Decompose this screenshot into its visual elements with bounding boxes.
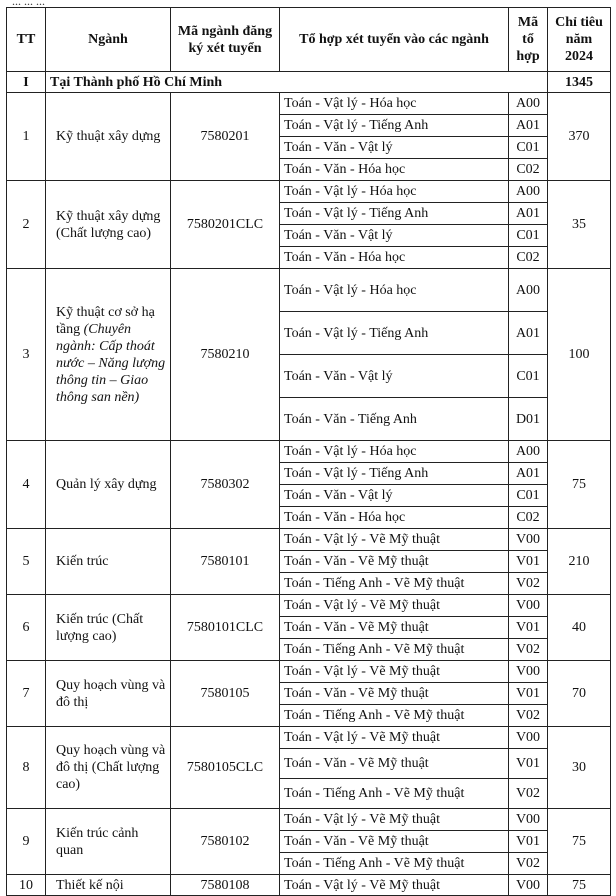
header-tt: TT: [7, 8, 46, 72]
major-name-cell: [46, 727, 171, 809]
combo-code: C01: [509, 225, 548, 247]
combo-subjects: Toán - Văn - Hóa học: [280, 159, 509, 181]
combo-code: V00: [509, 727, 548, 749]
table-row: [7, 809, 611, 831]
section-title: Tại Thành phố Hồ Chí Minh: [46, 72, 548, 93]
combo-code: V02: [509, 705, 548, 727]
major-code: 7580210: [171, 269, 280, 441]
combo-code: V01: [509, 683, 548, 705]
major-name-cell: [46, 661, 171, 727]
combo-subjects: Toán - Văn - Vật lý: [280, 355, 509, 398]
row-number: 7: [7, 661, 46, 727]
quota-value: 75: [548, 441, 611, 529]
quota-value: 210: [548, 529, 611, 595]
table-row: [7, 93, 611, 115]
quota-value: 370: [548, 93, 611, 181]
combo-subjects: Toán - Văn - Vẽ Mỹ thuật: [280, 749, 509, 779]
combo-subjects: Toán - Vật lý - Hóa học: [280, 441, 509, 463]
major-code: 7580105CLC: [171, 727, 280, 809]
combo-subjects: Toán - Vật lý - Vẽ Mỹ thuật: [280, 727, 509, 749]
table-row: [7, 661, 611, 683]
header-to-hop: Tổ hợp xét tuyển vào các ngành: [280, 8, 509, 72]
table-row: [7, 595, 611, 617]
row-number: 5: [7, 529, 46, 595]
major-name: Quy hoạch vùng và đô thị: [56, 677, 166, 710]
combo-code: C01: [509, 485, 548, 507]
row-number: 3: [7, 269, 46, 441]
combo-subjects: Toán - Văn - Tiếng Anh: [280, 398, 509, 441]
admission-table: [6, 7, 611, 896]
combo-subjects: Toán - Văn - Vật lý: [280, 485, 509, 507]
major-name-cell: [46, 181, 171, 269]
combo-subjects: Toán - Văn - Vẽ Mỹ thuật: [280, 551, 509, 573]
row-number: 8: [7, 727, 46, 809]
combo-subjects: Toán - Văn - Vẽ Mỹ thuật: [280, 831, 509, 853]
combo-subjects: Toán - Văn - Hóa học: [280, 247, 509, 269]
header-chi-tieu: Chỉ tiêu năm 2024: [548, 8, 611, 72]
major-name-cell: [46, 809, 171, 875]
major-name: Thiết kế nội: [56, 877, 124, 893]
combo-code: C01: [509, 355, 548, 398]
table-row: [7, 269, 611, 312]
combo-code: A01: [509, 463, 548, 485]
table-row: [7, 181, 611, 203]
combo-code: A01: [509, 203, 548, 225]
combo-subjects: Toán - Vật lý - Hóa học: [280, 93, 509, 115]
quota-value: 100: [548, 269, 611, 441]
row-number: 6: [7, 595, 46, 661]
major-name: Kỹ thuật xây dựng (Chất lượng cao): [56, 208, 161, 241]
row-number: 4: [7, 441, 46, 529]
combo-code: A00: [509, 181, 548, 203]
section-row: [7, 72, 611, 93]
combo-code: C02: [509, 507, 548, 529]
combo-code: C01: [509, 137, 548, 159]
combo-code: V01: [509, 551, 548, 573]
major-code: 7580101: [171, 529, 280, 595]
combo-code: V00: [509, 529, 548, 551]
combo-code: V02: [509, 639, 548, 661]
combo-code: V01: [509, 617, 548, 639]
combo-subjects: Toán - Tiếng Anh - Vẽ Mỹ thuật: [280, 705, 509, 727]
major-name: Kiến trúc (Chất lượng cao): [56, 611, 144, 644]
combo-subjects: Toán - Vật lý - Tiếng Anh: [280, 463, 509, 485]
combo-code: A00: [509, 93, 548, 115]
combo-subjects: Toán - Văn - Vật lý: [280, 137, 509, 159]
major-code: 7580201: [171, 93, 280, 181]
combo-subjects: Toán - Tiếng Anh - Vẽ Mỹ thuật: [280, 573, 509, 595]
quota-value: 75: [548, 875, 611, 896]
combo-subjects: Toán - Vật lý - Vẽ Mỹ thuật: [280, 529, 509, 551]
combo-code: V01: [509, 831, 548, 853]
major-name: Kỹ thuật cơ sở hạ tầng: [56, 304, 155, 337]
major-name-cell: [46, 441, 171, 529]
quota-value: 30: [548, 727, 611, 809]
combo-code: V02: [509, 853, 548, 875]
combo-subjects: Toán - Văn - Vật lý: [280, 225, 509, 247]
major-code: 7580201CLC: [171, 181, 280, 269]
combo-subjects: Toán - Vật lý - Vẽ Mỹ thuật: [280, 661, 509, 683]
header-nganh: Ngành: [46, 8, 171, 72]
combo-code: A01: [509, 312, 548, 355]
combo-subjects: Toán - Tiếng Anh - Vẽ Mỹ thuật: [280, 639, 509, 661]
major-code: 7580101CLC: [171, 595, 280, 661]
combo-code: A00: [509, 269, 548, 312]
major-name: Quản lý xây dựng: [56, 477, 157, 492]
major-name-cell: [46, 875, 171, 896]
combo-code: C02: [509, 247, 548, 269]
combo-code: A01: [509, 115, 548, 137]
combo-subjects: Toán - Văn - Vẽ Mỹ thuật: [280, 683, 509, 705]
major-name: Kiến trúc: [56, 554, 109, 569]
combo-code: V00: [509, 809, 548, 831]
major-name: Kiến trúc cảnh quan: [56, 825, 139, 858]
combo-subjects: Toán - Tiếng Anh - Vẽ Mỹ thuật: [280, 779, 509, 809]
combo-subjects: Toán - Vật lý - Vẽ Mỹ thuật: [280, 809, 509, 831]
header-ma-to-hop: Mã tổ hợp: [509, 8, 548, 72]
quota-value: 70: [548, 661, 611, 727]
table-row: [7, 441, 611, 463]
combo-subjects: Toán - Vật lý - Vẽ Mỹ thuật: [280, 875, 509, 896]
table-row: [7, 727, 611, 749]
combo-code: V01: [509, 749, 548, 779]
row-number: 2: [7, 181, 46, 269]
major-name-cell: [46, 93, 171, 181]
section-number: I: [7, 72, 46, 93]
combo-subjects: Toán - Văn - Vẽ Mỹ thuật: [280, 617, 509, 639]
combo-code: D01: [509, 398, 548, 441]
combo-subjects: Toán - Vật lý - Vẽ Mỹ thuật: [280, 595, 509, 617]
header-row: [7, 8, 611, 72]
combo-code: V00: [509, 661, 548, 683]
combo-code: V02: [509, 779, 548, 809]
quota-value: 40: [548, 595, 611, 661]
major-name-cell: [46, 529, 171, 595]
major-code: 7580105: [171, 661, 280, 727]
combo-subjects: Toán - Vật lý - Hóa học: [280, 181, 509, 203]
major-name: Kỹ thuật xây dựng: [56, 129, 161, 144]
combo-code: V02: [509, 573, 548, 595]
quota-value: 35: [548, 181, 611, 269]
row-number: 9: [7, 809, 46, 875]
combo-subjects: Toán - Vật lý - Tiếng Anh: [280, 312, 509, 355]
combo-code: V00: [509, 595, 548, 617]
combo-code: A00: [509, 441, 548, 463]
combo-subjects: Toán - Vật lý - Tiếng Anh: [280, 203, 509, 225]
combo-code: C02: [509, 159, 548, 181]
quota-value: 75: [548, 809, 611, 875]
header-ma-nganh: Mã ngành đăng ký xét tuyển: [171, 8, 280, 72]
row-number: 1: [7, 93, 46, 181]
table-row: [7, 875, 611, 896]
major-name-cell: [46, 595, 171, 661]
table-row: [7, 529, 611, 551]
combo-subjects: Toán - Vật lý - Hóa học: [280, 269, 509, 312]
combo-subjects: Toán - Văn - Hóa học: [280, 507, 509, 529]
major-code: 7580102: [171, 809, 280, 875]
combo-subjects: Toán - Vật lý - Tiếng Anh: [280, 115, 509, 137]
major-code: 7580302: [171, 441, 280, 529]
combo-subjects: Toán - Tiếng Anh - Vẽ Mỹ thuật: [280, 853, 509, 875]
section-total: 1345: [548, 72, 611, 93]
top-text-fragment: ... ... ...: [12, 0, 45, 8]
major-code: 7580108: [171, 875, 280, 896]
major-name-cell: [46, 269, 171, 441]
combo-code: V00: [509, 875, 548, 896]
major-name: Quy hoạch vùng và đô thị (Chất lượng cao): [56, 743, 166, 792]
row-number: 10: [7, 875, 46, 896]
major-specialization: (Chuyên ngành: Cấp thoát nước – Năng lượng thông tin – Giao thông san nền): [56, 321, 166, 405]
